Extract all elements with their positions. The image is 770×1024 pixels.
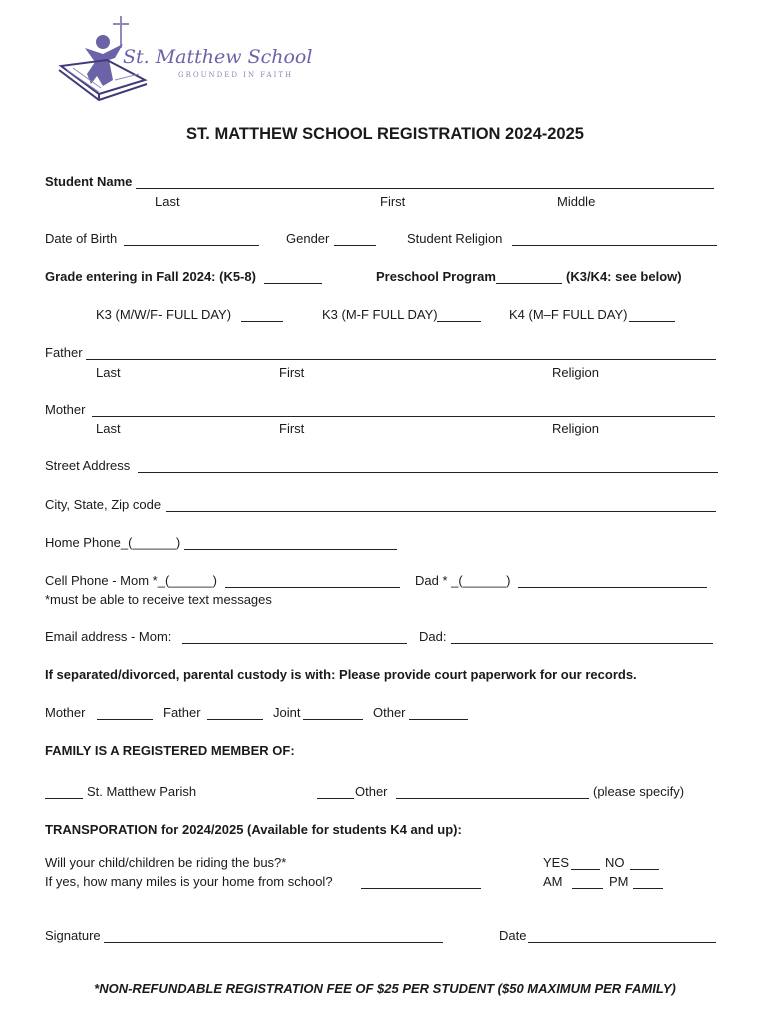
- father-religion-caption: Religion: [552, 365, 599, 380]
- cell-mom-label: Cell Phone - Mom *_(______): [45, 573, 217, 588]
- k3-mf-field[interactable]: [437, 321, 481, 322]
- mother-last-caption: Last: [96, 421, 121, 436]
- student-middle-caption: Middle: [557, 194, 596, 209]
- cell-dad-label: Dad * _(______): [415, 573, 511, 588]
- signature-label: Signature: [45, 928, 101, 943]
- bus-question: Will your child/children be riding the bus?*: [45, 855, 287, 870]
- transportation-heading: TRANSPORATION for 2024/2025 (Available for students K4 and up):: [45, 822, 462, 837]
- father-first-caption: First: [279, 365, 305, 380]
- gender-field[interactable]: [334, 245, 376, 246]
- custody-joint-label: Joint: [273, 705, 301, 720]
- k4-mf-field[interactable]: [629, 321, 675, 322]
- other-parish-check-field[interactable]: [317, 798, 354, 799]
- custody-other-label: Other: [373, 705, 406, 720]
- custody-mother-field[interactable]: [97, 719, 153, 720]
- dob-label: Date of Birth: [45, 231, 118, 246]
- dob-field[interactable]: [124, 245, 259, 246]
- grade-label: Grade entering in Fall 2024: (K5-8): [45, 269, 256, 284]
- bus-no-label: NO: [605, 855, 625, 870]
- grade-field[interactable]: [264, 283, 322, 284]
- preschool-label: Preschool Program: [376, 269, 496, 284]
- page-title: ST. MATTHEW SCHOOL REGISTRATION 2024-2025: [186, 125, 584, 143]
- student-name-label: Student Name: [45, 174, 133, 189]
- signature-field[interactable]: [104, 942, 443, 943]
- student-religion-field[interactable]: [512, 245, 717, 246]
- custody-joint-field[interactable]: [303, 719, 363, 720]
- preschool-field[interactable]: [496, 283, 562, 284]
- student-religion-label: Student Religion: [407, 231, 503, 246]
- email-mom-label: Email address - Mom:: [45, 629, 172, 644]
- other-parish-label: Other: [355, 784, 388, 799]
- bus-am-label: AM: [543, 874, 563, 889]
- student-name-field[interactable]: [136, 188, 714, 189]
- please-specify-label: (please specify): [593, 784, 685, 799]
- father-label: Father: [45, 345, 83, 360]
- parish-field[interactable]: [45, 798, 83, 799]
- student-first-caption: First: [380, 194, 406, 209]
- preschool-note: (K3/K4: see below): [566, 269, 682, 284]
- bus-yes-field[interactable]: [571, 869, 600, 870]
- mother-first-caption: First: [279, 421, 305, 436]
- k4-mf-option: K4 (M–F FULL DAY): [509, 307, 628, 322]
- bus-no-field[interactable]: [630, 869, 659, 870]
- student-last-caption: Last: [155, 194, 180, 209]
- father-name-field[interactable]: [86, 359, 716, 360]
- bus-am-field[interactable]: [572, 888, 603, 889]
- email-dad-label: Dad:: [419, 629, 447, 644]
- custody-father-label: Father: [163, 705, 201, 720]
- bus-yes-label: YES: [543, 855, 570, 870]
- home-phone-field[interactable]: [184, 549, 397, 550]
- cell-dad-field[interactable]: [518, 587, 707, 588]
- city-state-zip-field[interactable]: [166, 511, 716, 512]
- signature-date-label: Date: [499, 928, 527, 943]
- mother-religion-caption: Religion: [552, 421, 599, 436]
- miles-field[interactable]: [361, 888, 481, 889]
- custody-other-field[interactable]: [409, 719, 468, 720]
- logo-school-name: St. Matthew School: [123, 46, 313, 68]
- signature-date-field[interactable]: [528, 942, 716, 943]
- mother-name-field[interactable]: [92, 416, 715, 417]
- registration-fee-note: *NON-REFUNDABLE REGISTRATION FEE OF $25 PER STUDENT ($50 MAXIMUM PER FAMILY): [94, 981, 676, 996]
- miles-question: If yes, how many miles is your home from school?: [45, 874, 333, 889]
- membership-heading: FAMILY IS A REGISTERED MEMBER OF:: [45, 743, 295, 758]
- street-address-label: Street Address: [45, 458, 131, 473]
- text-message-note: *must be able to receive text messages: [45, 592, 272, 607]
- k3-mwf-field[interactable]: [241, 321, 283, 322]
- street-address-field[interactable]: [138, 472, 718, 473]
- k3-mwf-option: K3 (M/W/F- FULL DAY): [96, 307, 232, 322]
- custody-mother-label: Mother: [45, 705, 86, 720]
- custody-heading: If separated/divorced, parental custody is with: Please provide court paperwork for our records.: [45, 667, 637, 682]
- father-last-caption: Last: [96, 365, 121, 380]
- mother-label: Mother: [45, 402, 86, 417]
- school-logo: [55, 14, 313, 114]
- bus-pm-label: PM: [609, 874, 629, 889]
- k3-mf-option: K3 (M-F FULL DAY): [322, 307, 438, 322]
- cell-mom-field[interactable]: [225, 587, 400, 588]
- email-mom-field[interactable]: [182, 643, 407, 644]
- other-parish-specify-field[interactable]: [396, 798, 589, 799]
- custody-father-field[interactable]: [207, 719, 263, 720]
- bus-pm-field[interactable]: [633, 888, 663, 889]
- home-phone-label: Home Phone_(______): [45, 535, 181, 550]
- city-state-zip-label: City, State, Zip code: [45, 497, 162, 512]
- gender-label: Gender: [286, 231, 330, 246]
- parish-label: St. Matthew Parish: [87, 784, 197, 799]
- logo-tagline: GROUNDED IN FAITH: [178, 71, 294, 79]
- email-dad-field[interactable]: [451, 643, 713, 644]
